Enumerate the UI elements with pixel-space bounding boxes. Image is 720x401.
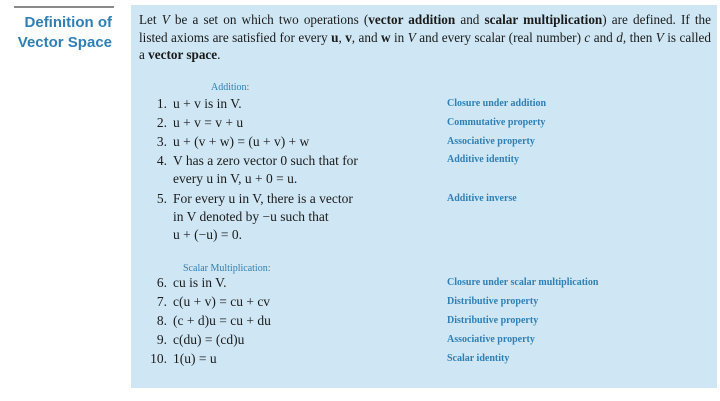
sidebar <box>10 6 114 53</box>
intro-text: ) are defined. If the listed axioms are satisfied for every <box>139 12 712 45</box>
intro-text: in <box>390 29 408 45</box>
intro-bold-term: scalar multiplication <box>484 12 603 27</box>
axiom-property-label: Additive identity <box>447 154 519 165</box>
definition-intro <box>139 11 711 64</box>
intro-symbol: c <box>584 29 591 45</box>
axiom-text: c(du) = (cd)u <box>173 332 245 347</box>
intro-bold-term: vector addition <box>368 12 456 27</box>
axiom-number: 2. <box>156 115 167 130</box>
intro-symbol: v <box>345 29 352 45</box>
sidebar-title <box>10 13 114 53</box>
axiom-number: 10. <box>150 351 167 366</box>
sidebar-title-line2: Vector Space <box>17 34 112 51</box>
intro-text: . <box>217 47 221 62</box>
definition-panel <box>131 5 717 388</box>
intro-symbol: V <box>407 29 416 45</box>
intro-symbol: d <box>616 29 623 45</box>
axiom-text: u + v = v + u <box>173 115 244 130</box>
intro-symbol: w <box>381 29 391 45</box>
axiom-text: c(u + v) = cu + cv <box>173 294 271 309</box>
intro-symbol: V <box>161 12 170 27</box>
intro-text: , and <box>351 29 382 45</box>
axiom-text: (c + d)u = cu + du <box>173 313 271 328</box>
axiom-text: For every u in V, there is a vector <box>173 191 353 206</box>
axiom-text: every u in V, u + 0 = u. <box>173 171 298 186</box>
axiom-number: 9. <box>156 332 167 347</box>
intro-text: is called a <box>139 29 711 62</box>
intro-text: , then <box>622 29 656 45</box>
intro-symbol: u <box>331 29 339 45</box>
axiom-property-label: Associative property <box>447 334 535 345</box>
axiom-number: 4. <box>156 153 167 168</box>
axiom-property-label: Closure under addition <box>447 98 547 109</box>
axiom-property-label: Commutative property <box>447 117 546 128</box>
axiom-property-label: Additive inverse <box>447 193 517 204</box>
axiom-number: 1. <box>156 96 167 111</box>
intro-symbol: V <box>655 29 664 45</box>
scalar-heading: Scalar Multiplication: <box>183 263 271 274</box>
axiom-text: u + (v + w) = (u + v) + w <box>173 134 310 149</box>
axiom-number: 5. <box>156 191 167 206</box>
axiom-number: 3. <box>156 134 167 149</box>
intro-text: be a set on which two operations ( <box>169 12 369 27</box>
axiom-text: cu is in V. <box>173 275 227 290</box>
axiom-property-label: Distributive property <box>447 296 539 307</box>
axiom-text: V has a zero vector 0 such that for <box>173 153 358 168</box>
intro-text: , <box>338 29 346 45</box>
sidebar-title-line1: Definition of <box>24 14 112 31</box>
axiom-property-label: Scalar identity <box>447 353 510 364</box>
axiom-text: 1(u) = u <box>173 351 217 366</box>
intro-text: and every scalar (real number) <box>415 29 585 45</box>
intro-text: Let <box>139 12 162 27</box>
axiom-text: in V denoted by −u such that <box>173 209 329 224</box>
axiom-number: 7. <box>156 294 167 309</box>
intro-bold-term: vector space <box>148 47 218 62</box>
addition-heading: Addition: <box>211 82 250 93</box>
axiom-text: u + v is in V. <box>173 96 242 111</box>
intro-text: and <box>455 12 485 27</box>
axiom-number: 6. <box>156 275 167 290</box>
axiom-property-label: Distributive property <box>447 315 539 326</box>
axiom-text: u + (−u) = 0. <box>173 227 242 242</box>
intro-text: and <box>590 29 617 45</box>
sidebar-rule <box>14 6 114 8</box>
axiom-property-label: Closure under scalar multiplication <box>447 277 599 288</box>
axiom-property-label: Associative property <box>447 136 535 147</box>
axiom-number: 8. <box>156 313 167 328</box>
